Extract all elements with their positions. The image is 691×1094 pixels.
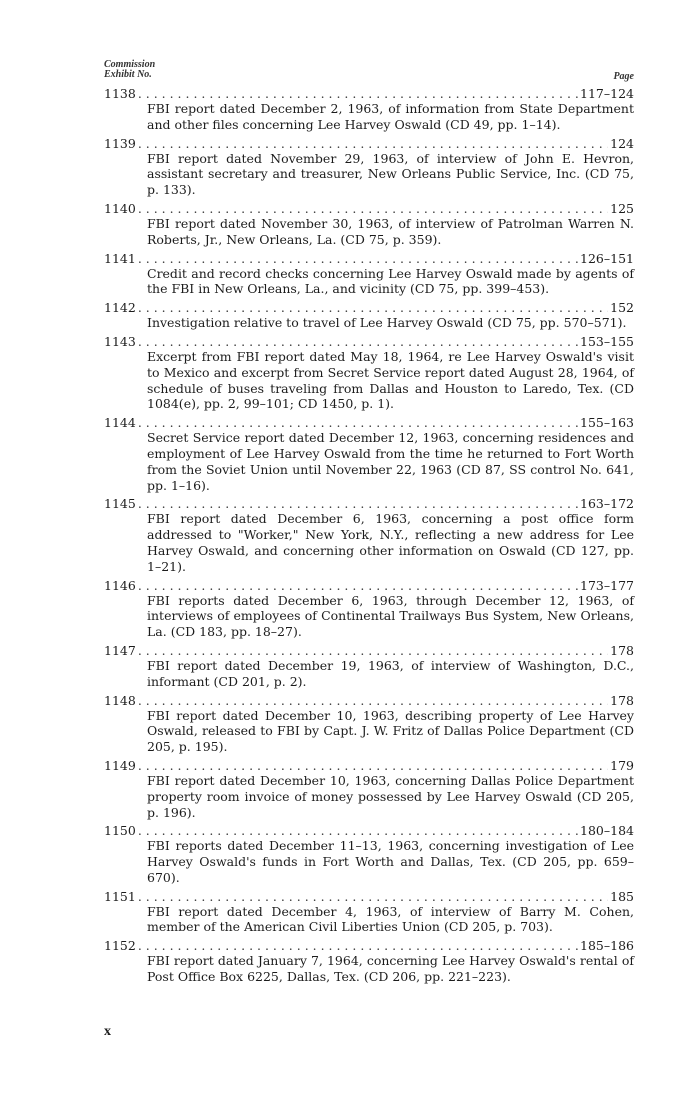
exhibit-entry-line bbox=[104, 823, 634, 838]
dot-leader bbox=[138, 889, 608, 904]
exhibit-entry bbox=[104, 758, 634, 820]
exhibit-page: 153–155 bbox=[580, 333, 634, 349]
exhibit-entry-line bbox=[104, 201, 634, 216]
exhibit-number: 1138 bbox=[104, 86, 136, 101]
exhibit-number: 1148 bbox=[104, 692, 136, 708]
dot-leader bbox=[138, 758, 608, 773]
page-column-label: Page bbox=[613, 71, 634, 82]
exhibit-entry-line bbox=[104, 693, 634, 708]
exhibit-number: 1140 bbox=[104, 200, 136, 216]
exhibit-entry bbox=[104, 643, 634, 690]
exhibit-page: 185 bbox=[610, 888, 634, 904]
exhibit-number: 1152 bbox=[104, 938, 136, 954]
exhibit-entry bbox=[104, 334, 634, 412]
exhibit-page: 152 bbox=[610, 300, 634, 316]
exhibit-description: FBI reports dated December 11–13, 1963, concerning investigation of Lee Harvey Oswald's funds in Fort Worth and Dallas, Tex. (CD 205, pp. 659–670). bbox=[147, 838, 634, 885]
exhibit-number: 1143 bbox=[104, 333, 136, 349]
exhibit-page: 173–177 bbox=[580, 577, 634, 593]
exhibit-entry-line bbox=[104, 251, 634, 266]
exhibit-number: 1144 bbox=[104, 415, 136, 431]
exhibit-description: FBI report dated December 2, 1963, of information from State Department and other files concerning Lee Harvey Oswald (CD 49, pp. 1–14). bbox=[147, 101, 634, 132]
exhibit-entry bbox=[104, 136, 634, 198]
exhibit-number: 1141 bbox=[104, 250, 136, 266]
dot-leader bbox=[138, 251, 578, 266]
exhibit-page: 178 bbox=[610, 692, 634, 708]
exhibit-entry-line bbox=[104, 300, 634, 315]
header-left-line1: Commission bbox=[104, 59, 156, 70]
exhibit-description: FBI report dated January 7, 1964, concerning Lee Harvey Oswald's rental of Post Office Box 6225, Dallas, Tex. (CD 206, pp. 221–223). bbox=[147, 953, 634, 985]
dot-leader bbox=[138, 201, 608, 216]
exhibit-entry bbox=[104, 693, 634, 755]
dot-leader bbox=[138, 86, 578, 101]
dot-leader bbox=[138, 334, 578, 349]
exhibit-list bbox=[104, 86, 634, 985]
exhibit-entry bbox=[104, 415, 634, 493]
exhibit-entry-line bbox=[104, 86, 634, 101]
dot-leader bbox=[138, 300, 608, 315]
exhibit-description: FBI report dated December 6, 1963, concerning a post office form addressed to "Worker," New York, N.Y., reflecting a new address for Lee Harvey Oswald, and concerning other information on Oswald (CD 127, pp. 1–21). bbox=[147, 511, 634, 574]
exhibit-number: 1150 bbox=[104, 823, 136, 839]
exhibit-description: FBI report dated November 30, 1963, of interview of Patrolman Warren N. Roberts, Jr., New Orleans, La. (CD 75, p. 359). bbox=[147, 215, 634, 247]
exhibit-description: FBI reports dated December 6, 1963, through December 12, 1963, of interviews of employees of Continental Trailways Bus System, New Orleans, La. (CD 183, pp. 18–27). bbox=[147, 592, 634, 640]
column-header bbox=[104, 60, 634, 86]
exhibit-page: 126–151 bbox=[580, 250, 634, 266]
exhibit-page: 125 bbox=[610, 200, 634, 216]
dot-leader bbox=[138, 415, 578, 430]
exhibit-description: Excerpt from FBI report dated May 18, 1964, re Lee Harvey Oswald's visit to Mexico and excerpt from Secret Service report dated August 28, 1964, of schedule of buses traveling from Dallas and Houston to Laredo, Tex. (CD 1084(e), pp. 2, 99–101; CD 1450, p. 1). bbox=[147, 348, 634, 412]
exhibit-page: 155–163 bbox=[580, 415, 634, 431]
exhibit-entry bbox=[104, 86, 634, 133]
exhibit-description: Secret Service report dated December 12, 1963, concerning residences and employment of Lee Harvey Oswald from the time he returned to Fort Worth from the Soviet Union until November 22, 1963 (CD 87, SS control No. 641, pp. 1–16). bbox=[147, 430, 634, 493]
header-left-line2: Exhibit No. bbox=[104, 69, 152, 80]
exhibit-entry-line bbox=[104, 938, 634, 953]
dot-leader bbox=[138, 938, 578, 953]
exhibit-description: FBI report dated December 10, 1963, concerning Dallas Police Department property room invoice of money possessed by Lee Harvey Oswald (CD 205, p. 196). bbox=[147, 772, 634, 820]
exhibit-number: 1145 bbox=[104, 496, 136, 512]
exhibit-description: FBI report dated December 10, 1963, describing property of Lee Harvey Oswald, released to FBI by Capt. J. W. Fritz of Dallas Police Department (CD 205, p. 195). bbox=[147, 707, 634, 755]
exhibit-page: 180–184 bbox=[580, 823, 634, 839]
exhibit-page: 185–186 bbox=[580, 938, 634, 954]
exhibit-entry-line bbox=[104, 496, 634, 511]
exhibit-entry-line bbox=[104, 334, 634, 349]
exhibit-number: 1147 bbox=[104, 642, 136, 658]
exhibit-page: 178 bbox=[610, 642, 634, 658]
exhibit-description: Investigation relative to travel of Lee Harvey Oswald (CD 75, pp. 570–571). bbox=[147, 315, 627, 331]
exhibit-entry bbox=[104, 889, 634, 936]
commission-exhibit-label bbox=[104, 60, 634, 80]
dot-leader bbox=[138, 496, 578, 511]
exhibit-entry-line bbox=[104, 415, 634, 430]
exhibit-description: FBI report dated December 4, 1963, of interview of Barry M. Cohen, member of the American Civil Liberties Union (CD 205, p. 703). bbox=[147, 903, 634, 935]
dot-leader bbox=[138, 578, 578, 593]
dot-leader bbox=[138, 136, 608, 151]
dot-leader bbox=[138, 643, 608, 658]
exhibit-number: 1142 bbox=[104, 300, 136, 316]
exhibit-entry-line bbox=[104, 889, 634, 904]
exhibit-entry-line bbox=[104, 643, 634, 658]
exhibit-description: FBI report dated December 19, 1963, of interview of Washington, D.C., informant (CD 201, p. 2). bbox=[147, 657, 634, 689]
exhibit-number: 1151 bbox=[104, 888, 136, 904]
dot-leader bbox=[138, 693, 608, 708]
index-page bbox=[104, 60, 634, 988]
exhibit-entry-line bbox=[104, 136, 634, 151]
exhibit-page: 163–172 bbox=[580, 496, 634, 512]
exhibit-entry bbox=[104, 300, 634, 331]
exhibit-entry bbox=[104, 496, 634, 574]
exhibit-page: 117–124 bbox=[580, 86, 634, 101]
exhibit-number: 1149 bbox=[104, 757, 136, 773]
exhibit-page: 179 bbox=[610, 757, 634, 773]
exhibit-number: 1146 bbox=[104, 577, 136, 593]
exhibit-number: 1139 bbox=[104, 135, 136, 151]
page-number: x bbox=[104, 1024, 112, 1039]
exhibit-page: 124 bbox=[610, 135, 634, 151]
exhibit-entry-line bbox=[104, 578, 634, 593]
exhibit-description: Credit and record checks concerning Lee Harvey Oswald made by agents of the FBI in New Orleans, La., and vicinity (CD 75, pp. 399–453). bbox=[147, 265, 634, 297]
dot-leader bbox=[138, 823, 578, 838]
exhibit-entry bbox=[104, 251, 634, 298]
exhibit-entry bbox=[104, 578, 634, 640]
exhibit-entry bbox=[104, 938, 634, 985]
exhibit-entry bbox=[104, 823, 634, 885]
exhibit-entry bbox=[104, 201, 634, 248]
exhibit-description: FBI report dated November 29, 1963, of interview of John E. Hevron, assistant secretary and treasurer, New Orleans Public Service, Inc. (CD 75, p. 133). bbox=[147, 150, 634, 198]
exhibit-entry-line bbox=[104, 758, 634, 773]
